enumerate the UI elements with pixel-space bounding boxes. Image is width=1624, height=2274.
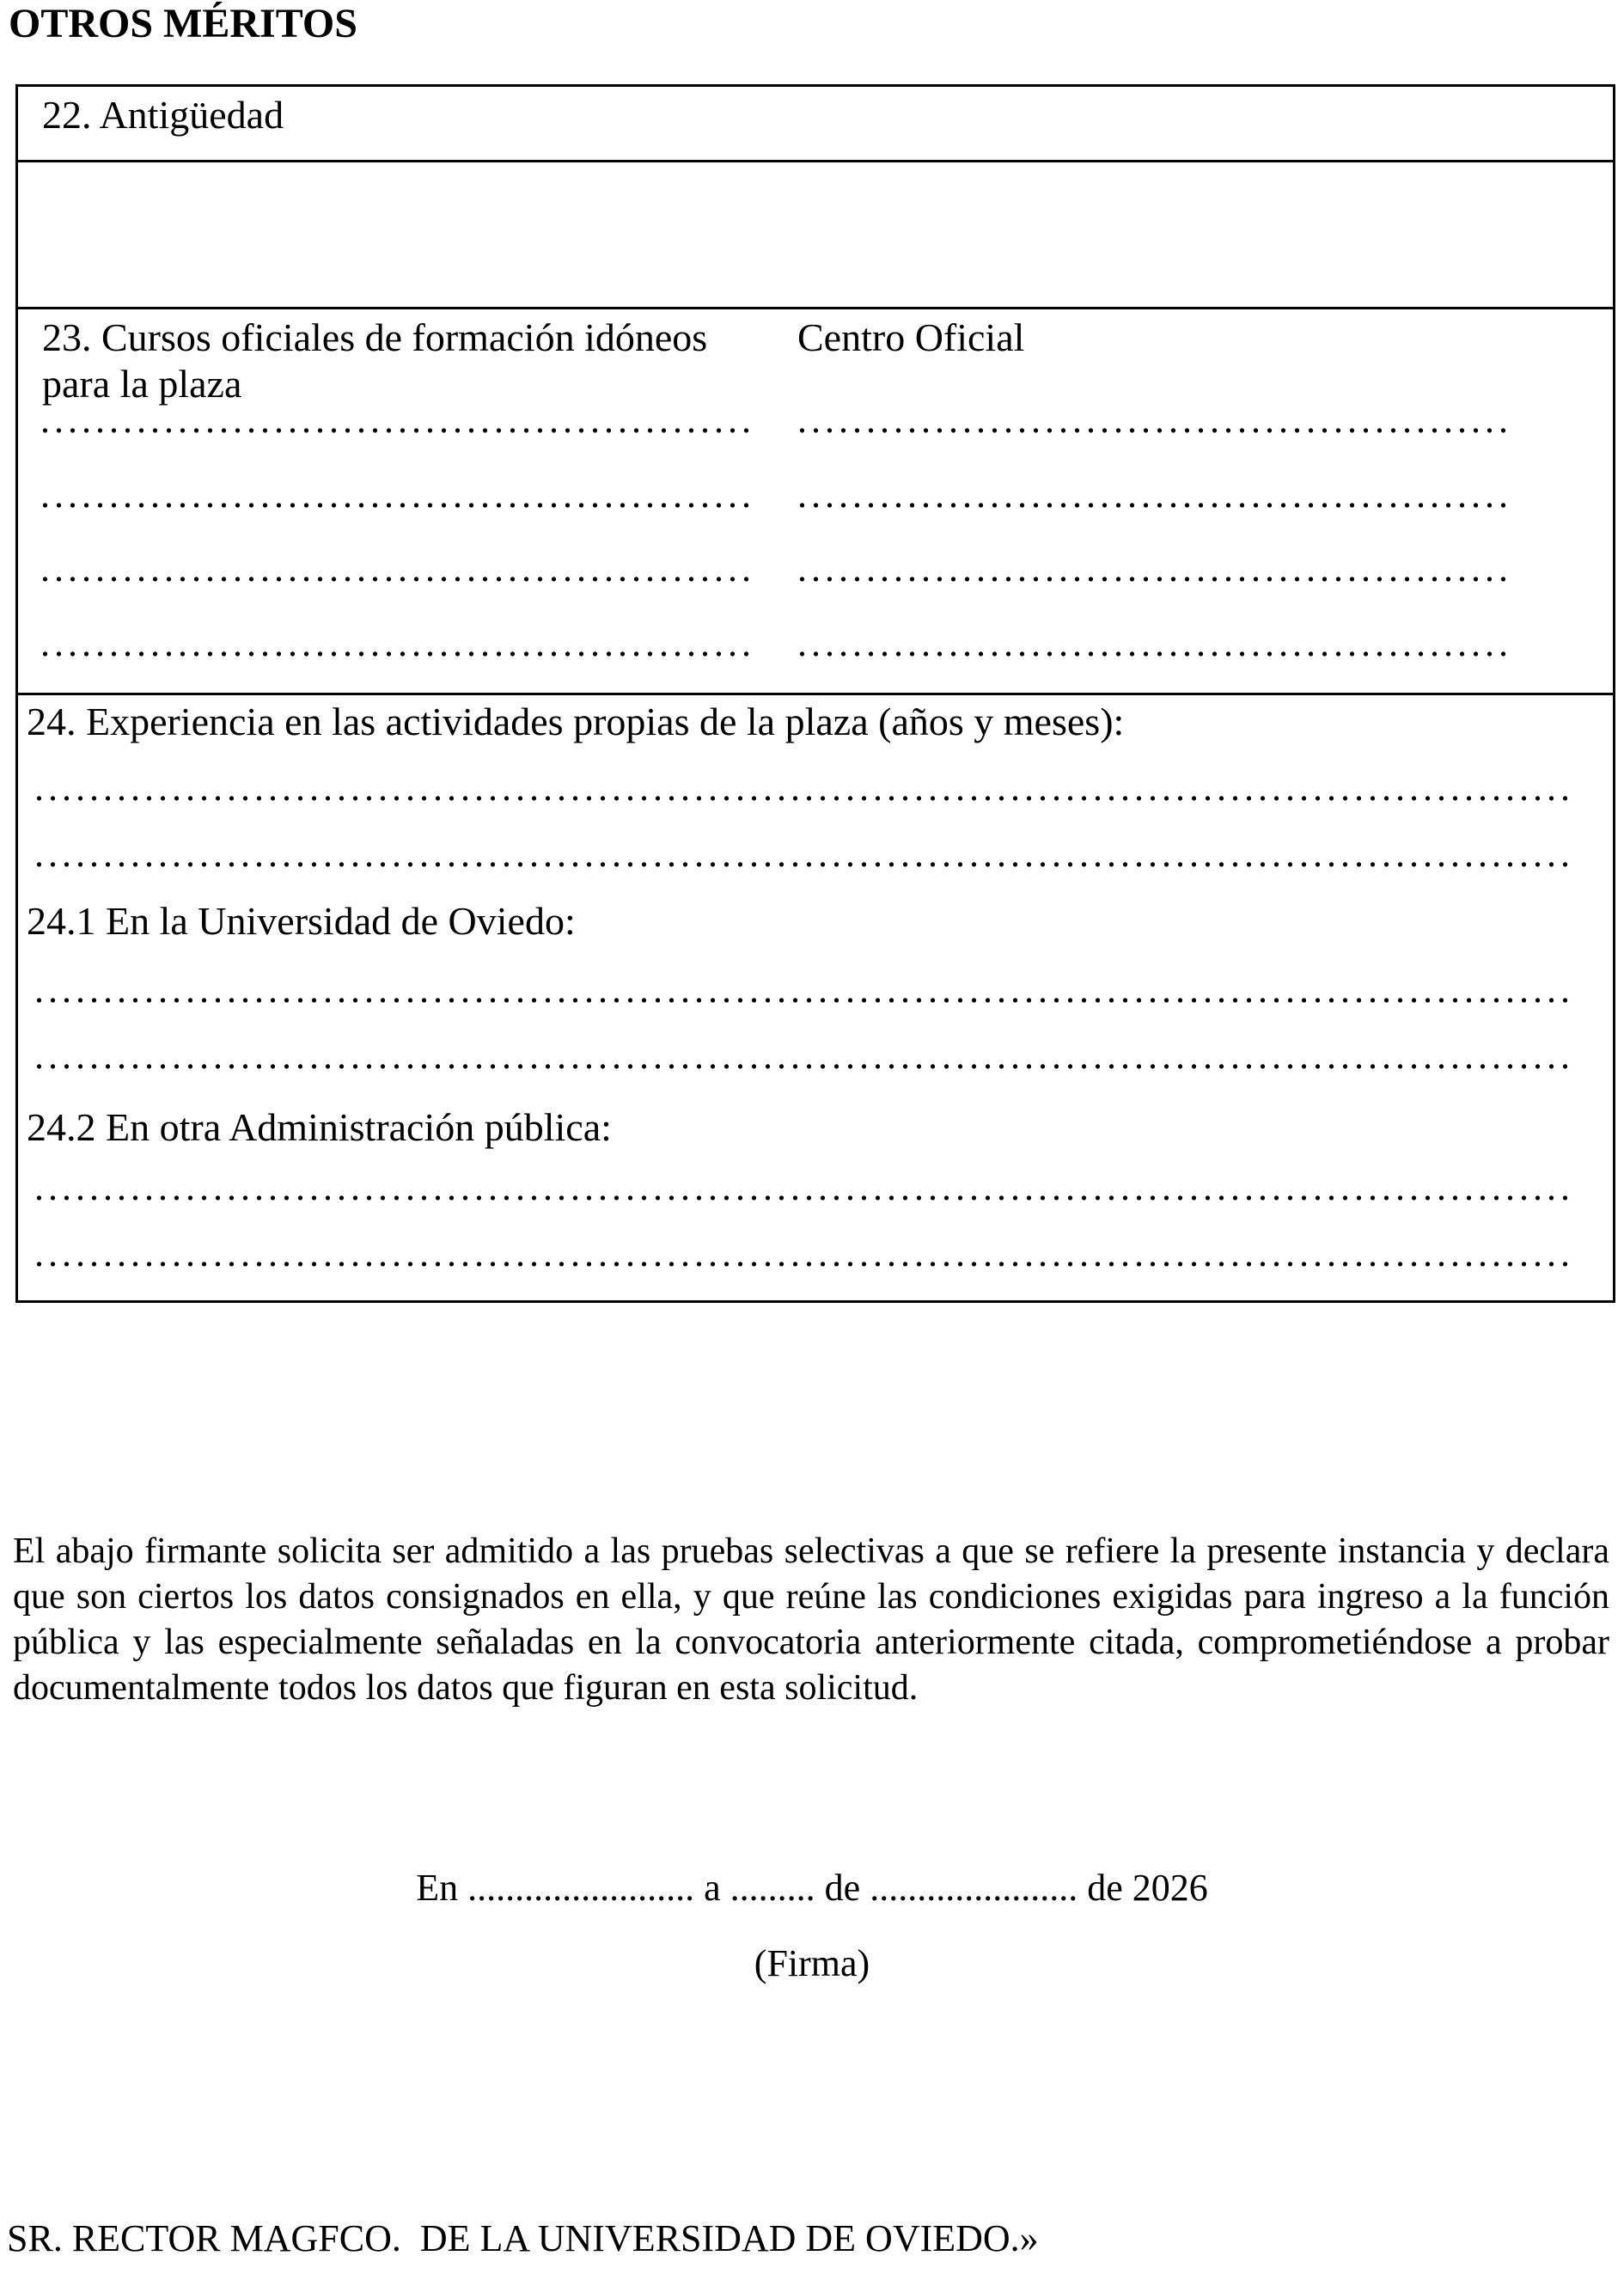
centro-fill-line: .................................................... [797, 550, 1512, 588]
signature-label: (Firma) [754, 1942, 870, 1984]
merits-table [15, 84, 1615, 1303]
cursos-fill-line: .................................................... [40, 476, 755, 514]
table-row-antiguedad-fill-space [18, 160, 1613, 307]
table-row-antiguedad [18, 87, 1613, 160]
experiencia-sub2-fill-line: ................................................................................................................ [34, 1235, 1574, 1273]
experiencia-sub2-fill-line: ................................................................................................................ [34, 1169, 1574, 1207]
experiencia-sub2-label: 24.2 En otra Administración pública: [27, 1105, 612, 1149]
centro-fill-line: .................................................... [797, 401, 1512, 439]
experiencia-sub1-fill-line: ................................................................................................................ [34, 1037, 1574, 1075]
date-fill-line: En ........................ a ......... de ...................... de 2026 [416, 1867, 1208, 1909]
experiencia-fill-line: ................................................................................................................ [34, 835, 1574, 873]
addressee-line: SR. RECTOR MAGFCO. DE LA UNIVERSIDAD DE OVIEDO.» [7, 2217, 1039, 2259]
centro-fill-line: .................................................... [797, 476, 1512, 514]
centro-oficial-label: Centro Oficial [797, 315, 1025, 359]
cursos-label: 23. Cursos oficiales de formación idóneos para la plaza [42, 315, 708, 406]
table-row-cursos [18, 307, 1613, 693]
centro-fill-line: .................................................... [797, 625, 1512, 663]
experiencia-label: 24. Experiencia en las actividades propias de la plaza (años y meses): [27, 700, 1125, 743]
experiencia-fill-line: ................................................................................................................ [34, 769, 1574, 807]
experiencia-sub1-label: 24.1 En la Universidad de Oviedo: [27, 899, 576, 943]
antiguedad-label: 22. Antigüedad [42, 93, 284, 137]
experiencia-sub1-fill-line: ................................................................................................................ [34, 971, 1574, 1009]
cursos-fill-line: .................................................... [40, 401, 755, 439]
declaration-paragraph: El abajo firmante solicita ser admitido a las pruebas selectivas a que se refiere la presente instancia y declara que son ciertos los datos consignados en ella, y que reúne las condiciones exigidas para ingreso a la función pública y las especialmente señaladas en la convocatoria anteriormente citada, comprometiéndose a probar documentalmente todos los datos que figuran en esta solicitud. [13, 1531, 1609, 1708]
table-row-experiencia [18, 693, 1613, 1293]
cursos-fill-line: .................................................... [40, 550, 755, 588]
cursos-fill-line: .................................................... [40, 625, 755, 663]
section-heading-otros-meritos: OTROS MÉRITOS [9, 1, 357, 46]
